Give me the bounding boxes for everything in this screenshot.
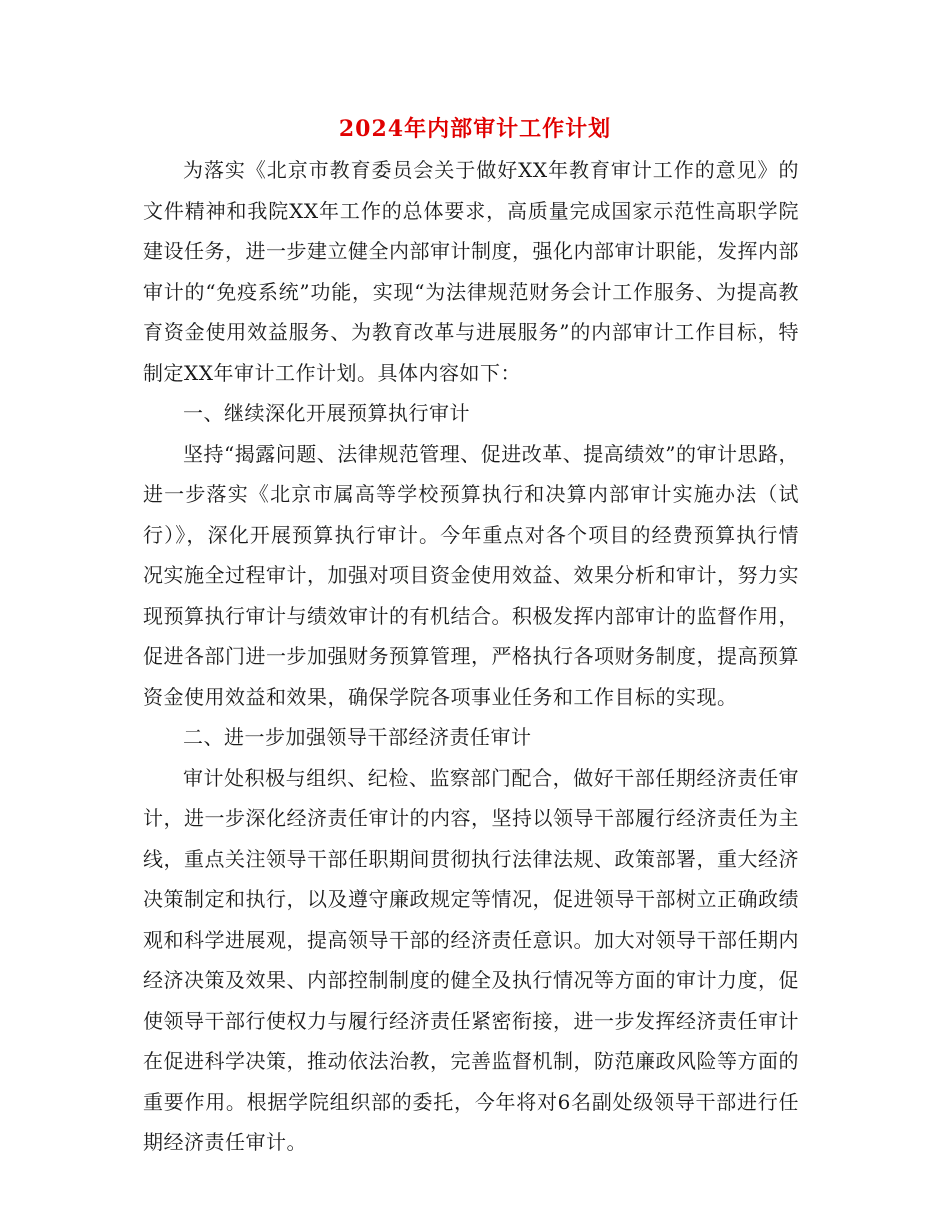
- intro-paragraph: 为落实《北京市教育委员会关于做好XX年教育审计工作的意见》的文件精神和我院XX年工作的总体要求，高质量完成国家示范性高职学院建设任务，进一步建立健全内部审计制度，强化内部审计职能，发挥内部审计的“免疫系统”功能，实现“为法律规范财务会计工作服务、为提高教育资金使用效益服务、为教育改革与进展服务”的内部审计工作目标，特制定XX年审计工作计划。具体内容如下：: [143, 158, 799, 385]
- section-heading-1: 一、继续深化开展预算执行审计: [183, 401, 470, 425]
- section-heading-2: 二、进一步加强领导干部经济责任审计: [183, 725, 532, 749]
- document-body: [143, 150, 799, 1163]
- document-title: 2024年内部审计工作计划: [338, 116, 612, 142]
- section-1-paragraph: 坚持“揭露问题、法律规范管理、促进改革、提高绩效”的审计思路，进一步落实《北京市属高等学校预算执行和决算内部审计实施办法（试行）》，深化开展预算执行审计。今年重点对各个项目的经费预算执行情况实施全过程审计，加强对项目资金使用效益、效果分析和审计，努力实现预算执行审计与绩效审计的有机结合。积极发挥内部审计的监督作用，促进各部门进一步加强财务预算管理，严格执行各项财务制度，提高预算资金使用效益和效果，确保学院各项事业任务和工作目标的实现。: [143, 441, 799, 709]
- section-2-paragraph: 审计处积极与组织、纪检、监察部门配合，做好干部任期经济责任审计，进一步深化经济责任审计的内容，坚持以领导干部履行经济责任为主线，重点关注领导干部任职期间贯彻执行法律法规、政策部署，重大经济决策制定和执行，以及遵守廉政规定等情况，促进领导干部树立正确政绩观和科学进展观，提高领导干部的经济责任意识。加大对领导干部任期内经济决策及效果、内部控制制度的健全及执行情况等方面的审计力度，促使领导干部行使权力与履行经济责任紧密衔接，进一步发挥经济责任审计在促进科学决策，推动依法治教，完善监督机制，防范廉政风险等方面的重要作用。根据学院组织部的委托，今年将对6名副处级领导干部进行任期经济责任审计。: [143, 765, 799, 1154]
